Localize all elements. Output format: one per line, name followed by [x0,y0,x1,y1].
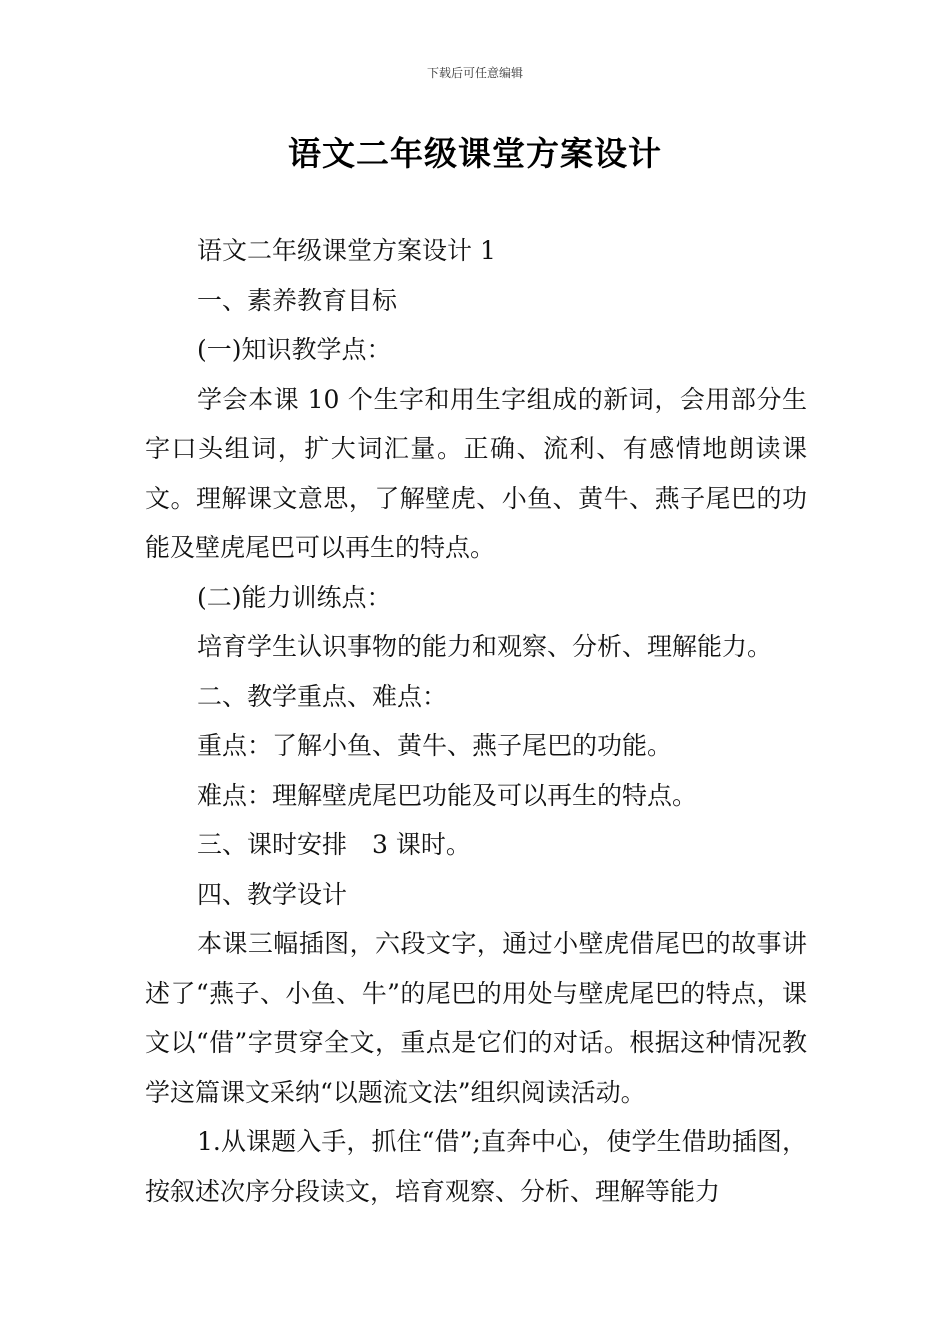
body-paragraph: 难点：理解壁虎尾巴功能及可以再生的特点。 [197,780,698,810]
section-heading: 四、教学设计 [197,879,348,909]
header-note: 下载后可任意编辑 [426,66,523,80]
section-heading: 三、课时安排 3 课时。 [197,830,471,859]
subsection-heading: (一)知识教学点： [197,335,392,364]
document-body [145,226,807,1216]
section-heading: 语文二年级课堂方案设计 1 [197,236,496,265]
section-heading: 二、教学重点、难点： [197,681,448,711]
section-heading: 一、素养教育目标 [197,285,398,315]
body-paragraph: 培育学生认识事物的能力和观察、分析、理解能力。 [197,632,773,661]
subsection-heading: (二)能力训练点： [197,582,392,612]
document-title: 语文二年级课堂方案设计 [288,134,662,173]
body-paragraph: 学会本课 10 个生字和用生字组成的新词，会用部分生字口头组词，扩大词汇量。正确、流利、有感情地朗读课文。理解课文意思，了解壁虎、小鱼、黄牛、燕子尾巴的功能及壁虎尾巴可以再生的特点。 [145,384,807,562]
body-paragraph: 重点：了解小鱼、黄牛、燕子尾巴的功能。 [197,731,673,760]
body-paragraph: 1.从课题入手，抓住“借”;直奔中心，使学生借助插图，按叙述次序分段读文，培育观察、分析、理解等能力 [145,1127,807,1206]
body-paragraph: 本课三幅插图，六段文字，通过小壁虎借尾巴的故事讲述了“燕子、小鱼、牛”的尾巴的用处与壁虎尾巴的特点，课文以“借”字贯穿全文，重点是它们的对话。根据这种情况教学这篇课文采纳“以题流文法”组织阅读活动。 [145,929,807,1107]
